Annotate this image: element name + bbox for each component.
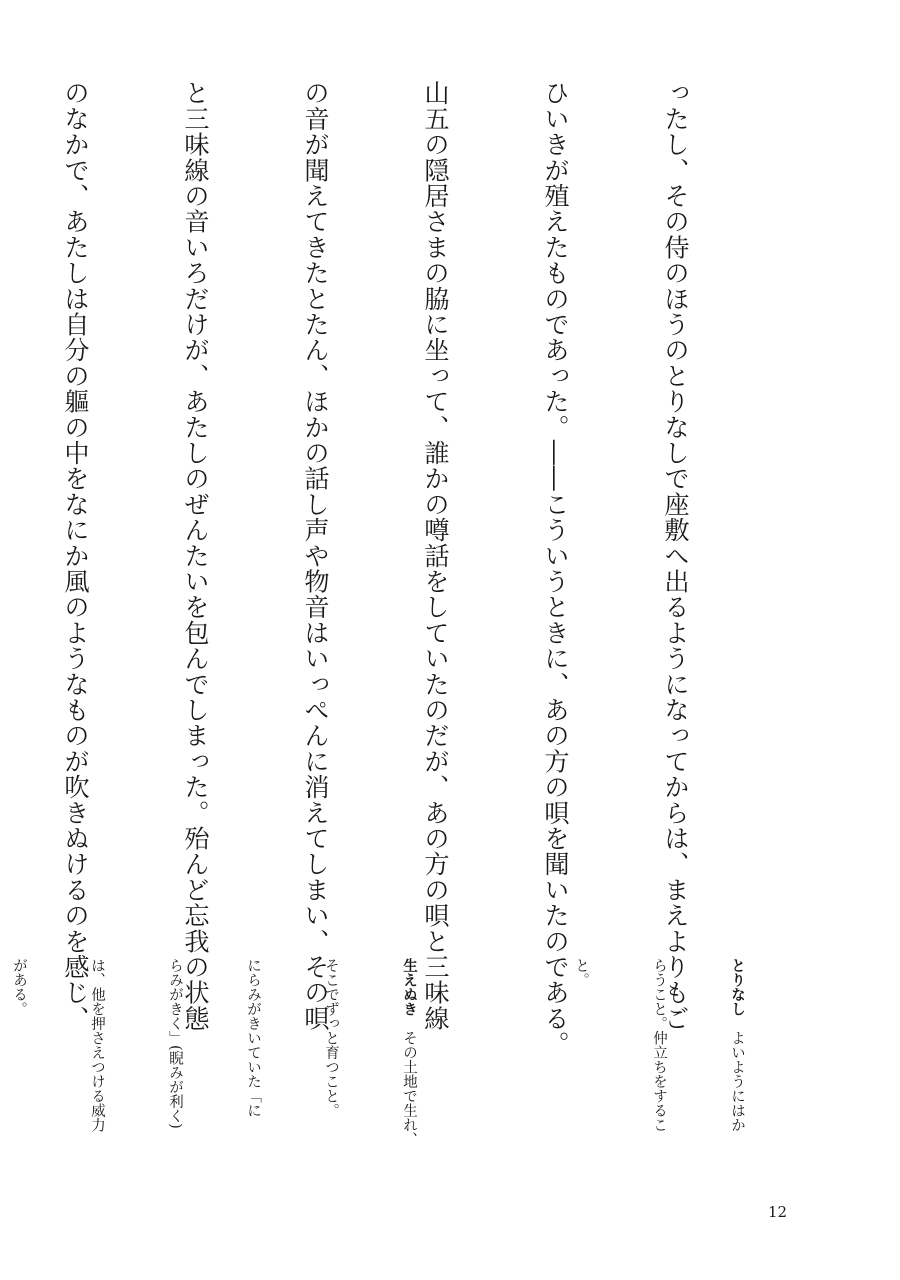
note-term: 生えぬき	[401, 958, 417, 1016]
note-spacer	[500, 958, 516, 1178]
page-number: 12	[768, 1203, 788, 1221]
note-line: にらみがきいていた「に	[245, 958, 261, 1118]
note-term: とりなし	[729, 958, 745, 1016]
footnotes-block	[11, 958, 802, 1178]
text-line: ったし、その侍のほうのとりなしで座敷へ出るようになってからは、まえよりもご	[661, 80, 690, 1031]
text-line: と三味線の音いろだけが、あたしのぜんたいを包んでしまった。殆んど忘我の状態	[181, 80, 210, 1031]
note-line: は、他を押さえつける威力	[89, 958, 105, 1132]
note-line	[396, 958, 422, 1178]
note-line: らみがきく」(睨みが利く)	[167, 958, 183, 1129]
note-line: そこでずっと育つこと。	[323, 958, 339, 1118]
text-line: の音が聞えてきたとたん、ほかの話し声や物音はいっぺんに消えてしまい、その唄	[301, 80, 330, 1031]
text-line: 山五の隠居さまの脇に坐って、誰かの噂話をしていたのだが、あの方の唄と三味線	[421, 80, 450, 1031]
text-line: ひいきが殖えたものであった。――こういうときに、あの方の唄を聞いたのである。	[541, 80, 570, 1057]
note-line	[724, 958, 750, 1178]
note-definition: よいようにはか	[729, 1030, 745, 1132]
note-definition: その土地で生れ、	[401, 1030, 417, 1147]
text-line: のなかで、あたしは自分の軀の中をなにか風のようなものが吹きぬけるのを感じ、	[61, 80, 90, 1031]
note-line: らうこと。仲立ちをするこ	[651, 958, 667, 1132]
note-line: と。	[573, 958, 589, 987]
note-line: がある。	[11, 958, 27, 1016]
